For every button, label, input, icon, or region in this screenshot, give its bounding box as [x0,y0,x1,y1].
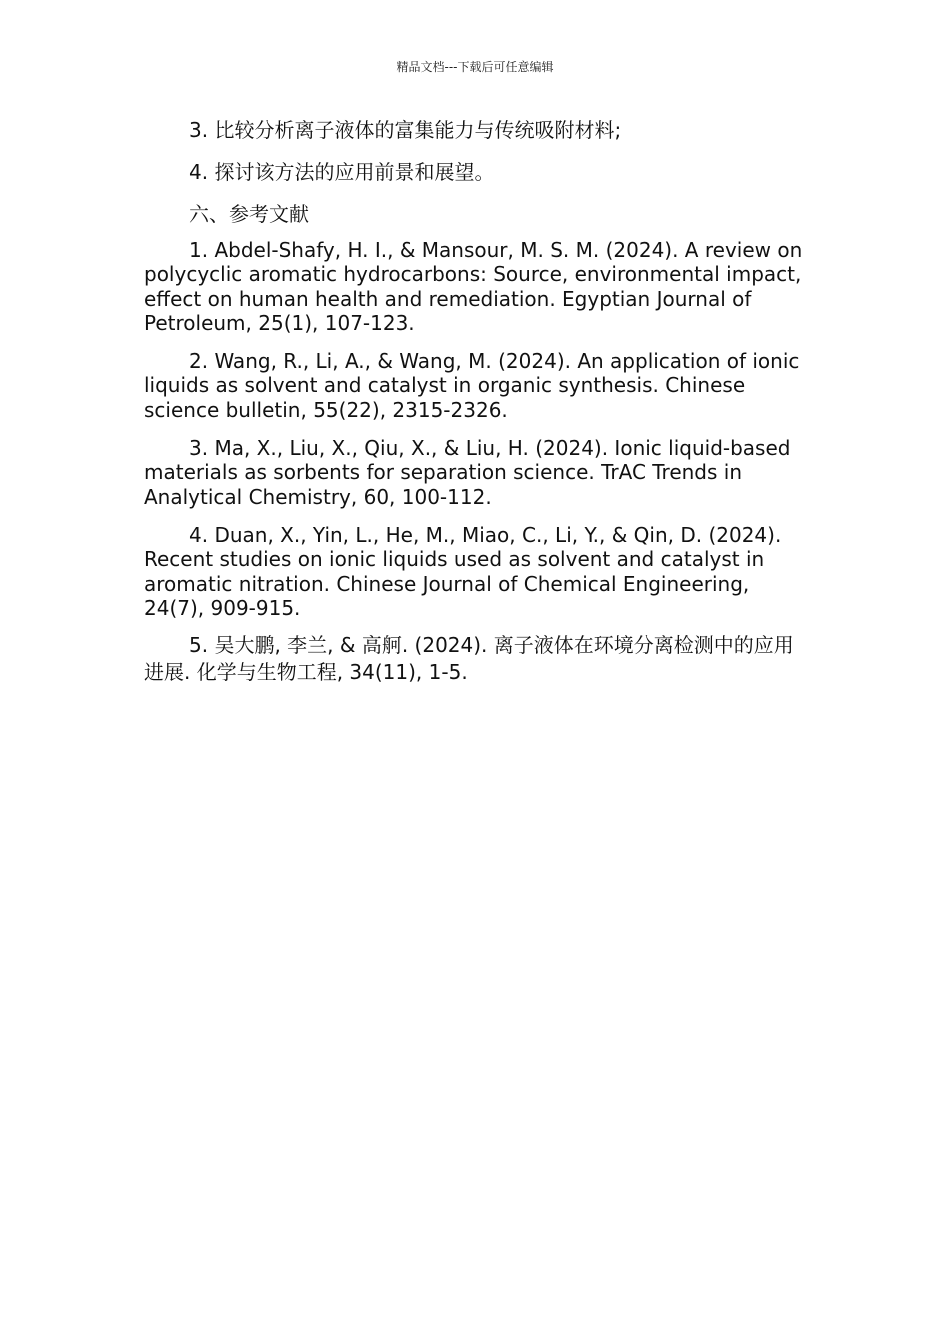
list-item-4: 4. 探讨该方法的应用前景和展望。 [189,160,495,184]
reference-item-5: 5. 吴大鹏, 李兰, & 高舸. (2024). 离子液体在环境分离检测中的应用进展. 化学与生物工程, 34(11), 1-5. [144,633,794,684]
list-item-3: 3. 比较分析离子液体的富集能力与传统吸附材料; [189,118,622,142]
document-body [144,117,804,685]
reference-item-4: 4. Duan, X., Yin, L., He, M., Miao, C., Li, Y., & Qin, D. (2024). Recent studies on ionic liquids used as solvent and catalyst in aromatic nitration. Chinese Journal of Chemical Engineering, 24(7), 909-915. [144,522,782,620]
page-header: 精品文档---下载后可任意编辑 [396,60,554,74]
section-heading-references: 六、参考文献 [189,202,309,226]
reference-item-3: 3. Ma, X., Liu, X., Qiu, X., & Liu, H. (2024). Ionic liquid-based materials as sorbents for separation science. TrAC Trends in Analytical Chemistry, 60, 100-112. [144,436,791,509]
reference-item-2: 2. Wang, R., Li, A., & Wang, M. (2024). An application of ionic liquids as solvent and catalyst in organic synthesis. Chinese science bulletin, 55(22), 2315-2326. [144,349,800,422]
reference-item-1: 1. Abdel-Shafy, H. I., & Mansour, M. S. M. (2024). A review on polycyclic aromatic hydrocarbons: Source, environmental impact, effect on human health and remediation. Egyptian Journal of Petroleum, 25(1), 107-123. [144,238,803,335]
reference-list [144,238,804,685]
